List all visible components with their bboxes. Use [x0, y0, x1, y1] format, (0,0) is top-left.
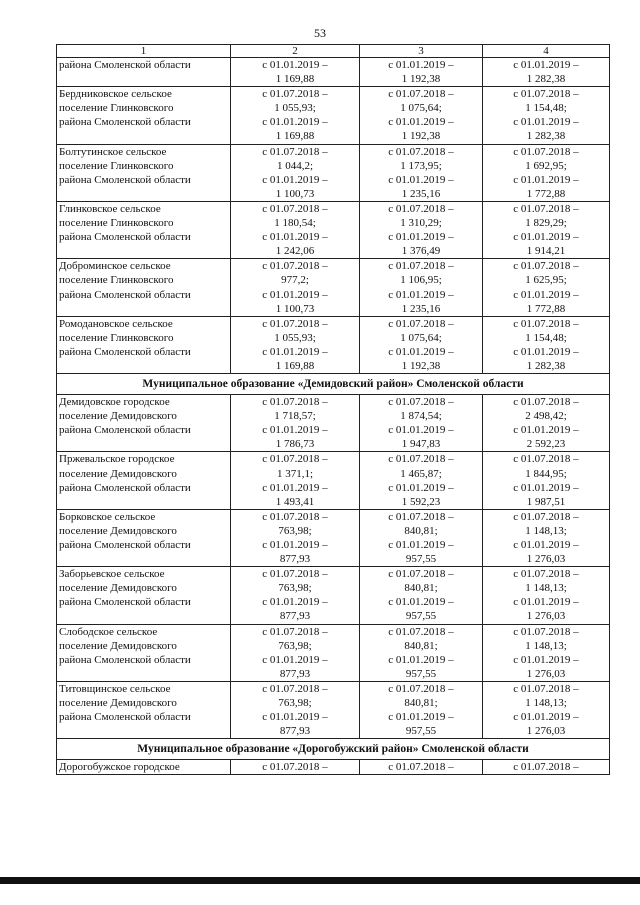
cell-line: Слободское сельское	[59, 625, 158, 638]
cell-line: 1 235,16	[401, 187, 441, 200]
cell-line: поселение Демидовского	[59, 639, 177, 652]
cell-line: с 01.07.2018 –	[388, 568, 454, 581]
value-cell-col-2	[231, 87, 360, 144]
cell-line: Демидовское городское	[59, 396, 170, 409]
cell-line: 1 148,13;	[525, 697, 567, 710]
settlement-name-cell	[57, 259, 231, 316]
cell-line: с 01.07.2018 –	[388, 145, 454, 158]
cell-line: 957,55	[405, 725, 437, 738]
cell-line: с 01.07.2018 –	[262, 453, 328, 466]
cell-line: с 01.01.2019 –	[388, 539, 454, 551]
cell-line: 1 371,1;	[276, 467, 314, 480]
cell-line: с 01.01.2019 –	[388, 288, 454, 301]
value-cell-col-4	[483, 509, 610, 566]
cell-line: Дорогобужское городское	[59, 761, 180, 774]
cell-line: 1 772,88	[526, 187, 566, 200]
cell-line: 957,55	[405, 667, 437, 680]
value-cell-col-4	[483, 395, 610, 452]
cell-line: 877,93	[279, 725, 311, 738]
cell-line: с 01.07.2018 –	[388, 317, 454, 330]
cell-line: с 01.07.2018 –	[262, 260, 328, 273]
cell-line: 1 055,93;	[274, 102, 316, 115]
cell-line: с 01.01.2019 –	[388, 481, 454, 494]
cell-line: с 01.01.2019 –	[513, 424, 579, 437]
cell-line: с 01.01.2019 –	[513, 481, 579, 494]
table-row	[57, 509, 610, 566]
cell-line: 763,98;	[278, 582, 312, 595]
tariff-table	[56, 44, 610, 775]
cell-line: с 01.01.2019 –	[513, 711, 579, 724]
cell-line: 1 180,54;	[274, 217, 316, 230]
cell-line: 1 786,73	[275, 438, 315, 451]
cell-line: с 01.07.2018 –	[388, 625, 454, 638]
cell-line: с 01.07.2018 –	[262, 625, 328, 638]
cell-line: района Смоленской области	[59, 424, 191, 437]
cell-line: 840,81;	[404, 524, 438, 537]
cell-line: 977,2;	[281, 274, 309, 287]
cell-line: Заборьевское сельское	[59, 568, 165, 581]
cell-line: 1 242,06	[275, 245, 315, 258]
cell-line: 2 498,42;	[525, 410, 567, 423]
cell-line: с 01.07.2018 –	[513, 88, 579, 101]
header-col-3: 3	[360, 45, 483, 58]
value-cell-col-3	[360, 144, 483, 201]
value-cell-col-2	[231, 567, 360, 624]
cell-line: с 01.01.2019 –	[262, 424, 328, 437]
cell-line: поселение Демидовского	[59, 410, 177, 423]
settlement-name-cell	[57, 760, 231, 775]
value-cell-col-2	[231, 144, 360, 201]
cell-line: с 01.01.2019 –	[262, 481, 328, 494]
table-row	[57, 395, 610, 452]
settlement-name-cell	[57, 567, 231, 624]
section-title: Муниципальное образование «Дорогобужский район» Смоленской области	[57, 739, 610, 760]
value-cell-col-2	[231, 201, 360, 258]
table-row	[57, 58, 610, 87]
cell-line: с 01.01.2019 –	[262, 116, 328, 129]
cell-line: с 01.07.2018 –	[388, 260, 454, 273]
cell-line: Титовщинское сельское	[59, 682, 171, 695]
header-col-1: 1	[57, 45, 231, 58]
cell-line: района Смоленской области	[59, 481, 191, 494]
value-cell-col-4	[483, 624, 610, 681]
value-cell-col-2	[231, 395, 360, 452]
table-row	[57, 760, 610, 775]
cell-line: с 01.07.2018 –	[388, 510, 454, 523]
value-cell-col-3	[360, 395, 483, 452]
settlement-name-cell	[57, 144, 231, 201]
value-cell-col-3	[360, 509, 483, 566]
value-cell-col-2	[231, 58, 360, 87]
settlement-name-cell	[57, 681, 231, 738]
settlement-name-cell	[57, 58, 231, 87]
cell-line: с 01.07.2018 –	[513, 317, 579, 330]
cell-line: поселение Глинковского	[59, 217, 174, 230]
cell-line: с 01.07.2018 –	[513, 145, 579, 158]
value-cell-col-4	[483, 87, 610, 144]
cell-line: с 01.01.2019 –	[388, 173, 454, 186]
cell-line: района Смоленской области	[59, 231, 191, 244]
value-cell-col-2	[231, 760, 360, 775]
cell-line: 1 154,48;	[525, 331, 567, 344]
cell-line: поселение Демидовского	[59, 524, 177, 537]
cell-line: с 01.01.2019 –	[513, 653, 579, 666]
cell-line: с 01.01.2019 –	[513, 288, 579, 301]
cell-line: с 01.07.2018 –	[388, 682, 454, 695]
cell-line: 877,93	[279, 667, 311, 680]
cell-line: района Смоленской области	[59, 711, 191, 724]
value-cell-col-3	[360, 681, 483, 738]
cell-line: поселение Глинковского	[59, 102, 174, 115]
value-cell-col-4	[483, 760, 610, 775]
settlement-name-cell	[57, 201, 231, 258]
cell-line: 1 276,03	[526, 725, 566, 738]
cell-line: с 01.07.2018 –	[388, 453, 454, 466]
cell-line: района Смоленской области	[59, 116, 191, 129]
cell-line: района Смоленской области	[59, 539, 191, 551]
cell-line: 1 100,73	[275, 187, 315, 200]
cell-line: 1 173,95;	[400, 159, 442, 172]
cell-line: поселение Демидовского	[59, 582, 177, 595]
header-col-4: 4	[483, 45, 610, 58]
cell-line: 877,93	[279, 610, 311, 623]
cell-line: 1 276,03	[526, 553, 566, 566]
cell-line: с 01.07.2018 –	[262, 396, 328, 409]
cell-line: 840,81;	[404, 639, 438, 652]
value-cell-col-4	[483, 452, 610, 509]
table-row	[57, 567, 610, 624]
table-row	[57, 452, 610, 509]
value-cell-col-3	[360, 452, 483, 509]
cell-line: с 01.07.2018 –	[388, 202, 454, 215]
cell-line: с 01.01.2019 –	[513, 231, 579, 244]
cell-line: с 01.07.2018 –	[262, 317, 328, 330]
cell-line: с 01.07.2018 –	[513, 761, 579, 774]
cell-line: с 01.07.2018 –	[262, 145, 328, 158]
cell-line: 1 987,51	[526, 495, 566, 508]
cell-line: 1 235,16	[401, 302, 441, 315]
cell-line: 1 465,87;	[400, 467, 442, 480]
cell-line: с 01.07.2018 –	[513, 453, 579, 466]
cell-line: района Смоленской области	[59, 596, 191, 609]
cell-line: 1 282,38	[526, 130, 566, 143]
cell-line: с 01.01.2019 –	[513, 539, 579, 551]
cell-line: района Смоленской области	[59, 288, 191, 301]
cell-line: с 01.07.2018 –	[513, 682, 579, 695]
settlement-name-cell	[57, 509, 231, 566]
cell-line: 1 106,95;	[400, 274, 442, 287]
value-cell-col-4	[483, 681, 610, 738]
cell-line: 1 169,88	[275, 359, 315, 372]
cell-line: с 01.07.2018 –	[262, 682, 328, 695]
cell-line: с 01.01.2019 –	[262, 596, 328, 609]
cell-line: с 01.07.2018 –	[513, 260, 579, 273]
value-cell-col-3	[360, 201, 483, 258]
cell-line: с 01.07.2018 –	[262, 202, 328, 215]
value-cell-col-3	[360, 567, 483, 624]
cell-line: с 01.01.2019 –	[513, 596, 579, 609]
settlement-name-cell	[57, 395, 231, 452]
cell-line: с 01.07.2018 –	[513, 568, 579, 581]
cell-line: с 01.07.2018 –	[262, 568, 328, 581]
cell-line: с 01.07.2018 –	[388, 88, 454, 101]
cell-line: 1 493,41	[275, 495, 315, 508]
cell-line: 1 718,57;	[274, 410, 316, 423]
cell-line: 1 692,95;	[525, 159, 567, 172]
cell-line: 1 282,38	[526, 73, 566, 86]
value-cell-col-3	[360, 259, 483, 316]
value-cell-col-2	[231, 681, 360, 738]
table-row	[57, 681, 610, 738]
cell-line: 1 947,83	[401, 438, 441, 451]
value-cell-col-3	[360, 316, 483, 373]
cell-line: 1 192,38	[401, 359, 441, 372]
value-cell-col-4	[483, 259, 610, 316]
cell-line: с 01.07.2018 –	[262, 761, 328, 774]
cell-line: района Смоленской области	[59, 59, 191, 71]
cell-line: 1 874,54;	[400, 410, 442, 423]
cell-line: Глинковское сельское	[59, 202, 161, 215]
cell-line: с 01.01.2019 –	[262, 288, 328, 301]
cell-line: с 01.07.2018 –	[513, 202, 579, 215]
cell-line: 840,81;	[404, 697, 438, 710]
cell-line: 1 148,13;	[525, 582, 567, 595]
cell-line: с 01.01.2019 –	[513, 173, 579, 186]
table-row	[57, 316, 610, 373]
cell-line: поселение Глинковского	[59, 331, 174, 344]
value-cell-col-4	[483, 58, 610, 87]
cell-line: 763,98;	[278, 639, 312, 652]
settlement-name-cell	[57, 87, 231, 144]
cell-line: 957,55	[405, 610, 437, 623]
cell-line: района Смоленской области	[59, 173, 191, 186]
cell-line: 1 169,88	[275, 130, 315, 143]
cell-line: с 01.01.2019 –	[388, 424, 454, 437]
cell-line: с 01.01.2019 –	[513, 59, 579, 71]
cell-line: района Смоленской области	[59, 653, 191, 666]
value-cell-col-4	[483, 316, 610, 373]
cell-line: с 01.01.2019 –	[262, 539, 328, 551]
cell-line: 2 592,23	[526, 438, 566, 451]
cell-line: с 01.07.2018 –	[388, 761, 454, 774]
value-cell-col-3	[360, 624, 483, 681]
cell-line: с 01.01.2019 –	[388, 653, 454, 666]
settlement-name-cell	[57, 452, 231, 509]
cell-line: с 01.07.2018 –	[513, 396, 579, 409]
cell-line: 1 148,13;	[525, 639, 567, 652]
cell-line: с 01.01.2019 –	[262, 59, 328, 71]
cell-line: 763,98;	[278, 697, 312, 710]
value-cell-col-4	[483, 144, 610, 201]
cell-line: 877,93	[279, 553, 311, 566]
cell-line: 1 055,93;	[274, 331, 316, 344]
cell-line: Ромодановское сельское	[59, 317, 173, 330]
cell-line: района Смоленской области	[59, 345, 191, 358]
cell-line: 1 075,64;	[400, 331, 442, 344]
cell-line: с 01.01.2019 –	[388, 59, 454, 71]
value-cell-col-2	[231, 316, 360, 373]
header-col-2: 2	[231, 45, 360, 58]
cell-line: поселение Глинковского	[59, 159, 174, 172]
page-bottom-bar	[0, 877, 640, 884]
cell-line: поселение Глинковского	[59, 274, 174, 287]
value-cell-col-4	[483, 201, 610, 258]
cell-line: Бердниковское сельское	[59, 88, 172, 101]
value-cell-col-2	[231, 259, 360, 316]
table-row	[57, 87, 610, 144]
table-row	[57, 259, 610, 316]
table-body	[57, 58, 610, 775]
cell-line: с 01.01.2019 –	[388, 231, 454, 244]
value-cell-col-3	[360, 87, 483, 144]
table-row	[57, 144, 610, 201]
cell-line: Борковское сельское	[59, 510, 156, 523]
cell-line: 1 844,95;	[525, 467, 567, 480]
cell-line: 1 310,29;	[400, 217, 442, 230]
cell-line: 1 192,38	[401, 130, 441, 143]
cell-line: 1 148,13;	[525, 524, 567, 537]
cell-line: с 01.01.2019 –	[262, 231, 328, 244]
value-cell-col-2	[231, 509, 360, 566]
cell-line: с 01.01.2019 –	[513, 345, 579, 358]
cell-line: 1 075,64;	[400, 102, 442, 115]
section-row	[57, 374, 610, 395]
cell-line: 1 276,03	[526, 667, 566, 680]
table-header-row	[57, 45, 610, 58]
value-cell-col-4	[483, 567, 610, 624]
cell-line: с 01.07.2018 –	[388, 396, 454, 409]
cell-line: 840,81;	[404, 582, 438, 595]
cell-line: с 01.01.2019 –	[388, 116, 454, 129]
cell-line: 957,55	[405, 553, 437, 566]
cell-line: 1 169,88	[275, 73, 315, 86]
cell-line: 1 044,2;	[276, 159, 314, 172]
table-row	[57, 201, 610, 258]
cell-line: 1 276,03	[526, 610, 566, 623]
cell-line: с 01.01.2019 –	[262, 345, 328, 358]
cell-line: 1 100,73	[275, 302, 315, 315]
cell-line: с 01.01.2019 –	[262, 173, 328, 186]
cell-line: с 01.01.2019 –	[262, 653, 328, 666]
cell-line: Болтутинское сельское	[59, 145, 167, 158]
cell-line: с 01.07.2018 –	[513, 625, 579, 638]
section-row	[57, 739, 610, 760]
cell-line: 1 592,23	[401, 495, 441, 508]
value-cell-col-2	[231, 624, 360, 681]
cell-line: 1 829,29;	[525, 217, 567, 230]
cell-line: 1 625,95;	[525, 274, 567, 287]
cell-line: с 01.01.2019 –	[513, 116, 579, 129]
value-cell-col-3	[360, 760, 483, 775]
cell-line: с 01.01.2019 –	[388, 596, 454, 609]
cell-line: с 01.07.2018 –	[513, 510, 579, 523]
cell-line: 1 772,88	[526, 302, 566, 315]
cell-line: Доброминское сельское	[59, 260, 171, 273]
settlement-name-cell	[57, 624, 231, 681]
cell-line: поселение Демидовского	[59, 697, 177, 710]
cell-line: 1 282,38	[526, 359, 566, 372]
cell-line: с 01.01.2019 –	[262, 711, 328, 724]
value-cell-col-2	[231, 452, 360, 509]
cell-line: 1 914,21	[526, 245, 566, 258]
cell-line: с 01.01.2019 –	[388, 345, 454, 358]
cell-line: с 01.07.2018 –	[262, 88, 328, 101]
section-title: Муниципальное образование «Демидовский район» Смоленской области	[57, 374, 610, 395]
cell-line: Пржевальское городское	[59, 453, 175, 466]
cell-line: с 01.01.2019 –	[388, 711, 454, 724]
cell-line: с 01.07.2018 –	[262, 510, 328, 523]
table-row	[57, 624, 610, 681]
cell-line: 1 154,48;	[525, 102, 567, 115]
page-number: 53	[314, 26, 326, 40]
cell-line: 763,98;	[278, 524, 312, 537]
cell-line: 1 376,49	[401, 245, 441, 258]
value-cell-col-3	[360, 58, 483, 87]
cell-line: 1 192,38	[401, 73, 441, 86]
cell-line: поселение Демидовского	[59, 467, 177, 480]
settlement-name-cell	[57, 316, 231, 373]
